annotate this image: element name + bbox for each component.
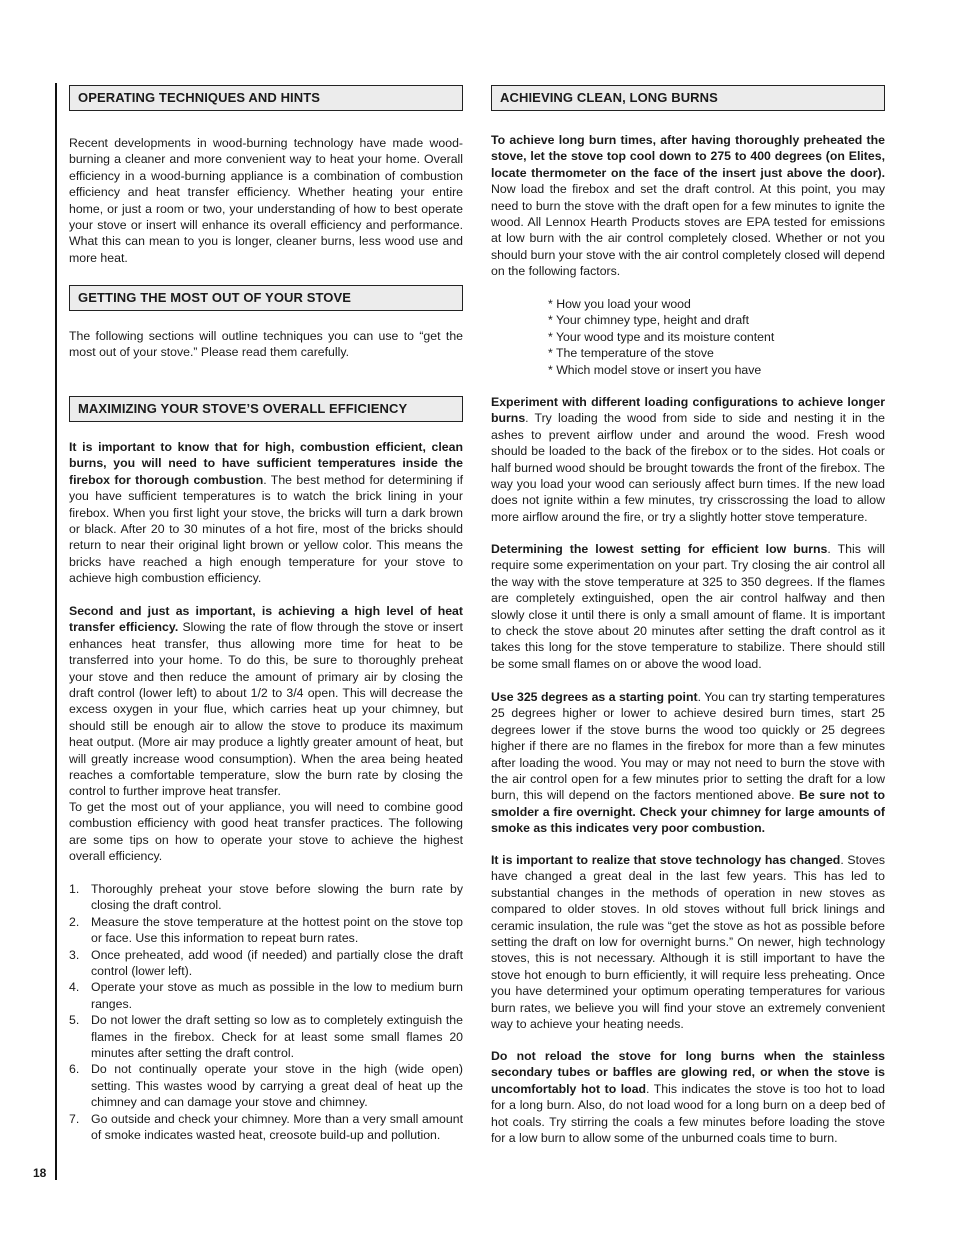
paragraph-getting-most: The following sections will outline techniques you can use to “get the most out of your stove.” Please read them carefully. [69, 329, 463, 360]
tip-number: 1. [69, 882, 80, 896]
body-text: Slowing the rate of flow through the stove or insert enhances heat transfer, thus allowing more time for heat to be transferred into your home. To do this, be sure to thoroughly preheat your stove and then reduce the amount of primary air by closing the draft control (lower left) to about 1/2 to 3/4 open. This will decrease the excess oxygen in your flue, which carries heat up your chimney, but should still be enough air to allow the stove to produce its maximum heat output. (More air may produce a lightly greater amount of heat, but will greatly increase wood consumption). When the area being heated reaches a comfortable temperature, slow the burn rate by closing the control to further improve heat transfer. [69, 620, 463, 799]
tip-item [69, 881, 463, 914]
paragraph-long-burn-times [491, 132, 885, 280]
tip-text: Do not continually operate your stove in the high (wide open) setting. This wastes wood by carrying a great deal of heat up the chimney and can damage your stove and chimney. [91, 1062, 463, 1110]
margin-rule [55, 83, 57, 1180]
heading-maximizing-efficiency: MAXIMIZING YOUR STOVE’S OVERALL EFFICIENCY [69, 396, 463, 422]
body-text: . This will require some experimentation on your part. Try closing the air control all the way with the stove temperature at 325 to 350 degrees. If the flames are completely extinguished, open the air control halfway and then slowly close it until there is only a small amount of flame. It is important to check the stove about 20 minutes after setting the draft control as it takes this long for the stove temperature to stabilize. There should still be some small flames on or above the wood load. [491, 542, 885, 671]
heading-clean-long-burns: ACHIEVING CLEAN, LONG BURNS [491, 85, 885, 111]
heading-operating-techniques: OPERATING TECHNIQUES AND HINTS [69, 85, 463, 111]
bold-lead: Do not reload the stove for long burns when the stainless secondary tubes or baffles are glowing red, or when the stove is uncomfortably hot to load [491, 1049, 885, 1096]
body-text: Now load the firebox and set the draft control. At this point, you may need to burn the stove with the draft open for a few minutes to ignite the wood. All Lennox Hearth Products stoves are EPA tested for emissions at low burn with the air control completely closed. Whether or not you should burn your stove with the air control completely closed will depend on the following factors. [491, 182, 885, 279]
page-number: 18 [33, 1166, 47, 1180]
tip-text: Operate your stove as much as possible in the low to medium burn ranges. [91, 980, 463, 1011]
bold-lead: To achieve long burn times, after having thoroughly preheated the stove, let the stove top cool down to 275 to 400 degrees (on Elites, locate thermometer on the face of the insert just above the door). [491, 133, 885, 180]
bold-lead: Determining the lowest setting for efficient low burns [491, 542, 828, 556]
body-text: . This indicates the stove is too hot to load for a long burn. Also, do not load wood for a long burn on a deep bed of hot coals. Try stirring the coals a few minutes before loading the stove for a low burn to allow some of the unburned coals time to burn. [491, 1081, 885, 1146]
tip-item [69, 1061, 463, 1110]
bold-lead: Experiment with different loading configurations to achieve longer burns [491, 395, 885, 426]
tip-item [69, 914, 463, 947]
paragraph-do-not-reload [491, 1048, 885, 1146]
tips-list [69, 881, 463, 1144]
body-text: . The best method for determining if you have sufficient temperatures is to watch the brick lining in your firebox. When you first light your stove, the bricks will turn a dark brown or black. After 20 to 30 minutes of a hot fire, most of the bricks should return to near their original light brown or yellow color. This means the bricks have reached a high enough temperature for your stove to achieve high combustion efficiency. [69, 472, 463, 586]
tip-item [69, 979, 463, 1012]
bold-lead: Use 325 degrees as a starting point [491, 690, 698, 704]
bold-warning: Be sure not to smolder a fire overnight. Check your chimney for large amounts of smoke as this indicates very poor combustion. [491, 788, 886, 836]
paragraph-starting-point [491, 689, 885, 837]
bold-lead: It is important to realize that stove technology has changed [491, 853, 841, 867]
factor-item: * Your chimney type, height and draft [548, 312, 885, 328]
bold-lead: Second and just as important, is achieving a high level of heat transfer efficiency. [69, 604, 463, 635]
paragraph-combustion-efficiency [69, 439, 463, 587]
body-text: . Stoves have changed a great deal in the last few years. This has led to substantial changes in the methods of operation in new stoves as compared to older stoves. In old stoves without full brick linings and ceramic insulation, the rule was “get the stove as hot as possible before setting the draft on low for overnight burns.” On newer, high technology stoves, this is not necessary. Although it is still important to have the stove hot enough to burn efficiently, it will require less preheating. Once you have determined your optimum operating temperatures for various burn rates, we believe you will find your stove an extremely convenient way to achieve your heating needs. [491, 853, 885, 1032]
factor-item: * Your wood type and its moisture content [548, 329, 885, 345]
factor-item: * The temperature of the stove [548, 345, 885, 361]
body-text: . You can try starting temperatures 25 degrees higher or lower to achieve desired burn times, start 25 degrees lower if the stove burns the wood too quickly or 25 degrees higher if there are no flames in the firebox for more than a few minutes after loading the wood. You may or may not need to burn the stove with the air control open for a few minutes prior to setting the draft for a low burn, this will depend on the factors mentioned above. [491, 690, 885, 803]
tip-item [69, 947, 463, 980]
paragraph-tips-intro: To get the most out of your appliance, you will need to combine good combustion efficiency with good heat transfer practices. The following are some tips on how to operate your stove to achieve the highest overall efficiency. [69, 800, 463, 864]
tip-number: 5. [69, 1013, 80, 1028]
paragraph-heat-transfer [69, 603, 463, 800]
tip-number: 2. [69, 914, 80, 929]
bold-lead: It is important to know that for high, combustion efficient, clean burns, you will need to have sufficient temperatures inside the firebox for thorough combustion [69, 440, 463, 487]
tip-item [69, 1111, 463, 1144]
factor-item: * Which model stove or insert you have [548, 362, 885, 378]
tip-text: Go outside and check your chimney. More than a very small amount of smoke indicates wasted heat, creosote build-up and pollution. [91, 1111, 463, 1143]
body-text: . Try loading the wood from side to side and nesting it in the ashes to prevent airflow under and around the wood. Fresh wood should be loaded to the back of the firebox or to the sides. Hot coals or half burned wood should be brought towards the front of the firebox. The way you load your wood can seriously affect burn times. If the new load does not ignite within a few minutes, try crisscrossing the load to allow more airflow around the fire, or try a slightly hotter stove temperature. [491, 411, 885, 524]
tip-number: 6. [69, 1062, 80, 1077]
tip-text: Do not lower the draft setting so low as to completely extinguish the flames in the firebox. Check for at least some small flames 20 minutes after setting the draft control. [91, 1013, 463, 1061]
tip-text: Thoroughly preheat your stove before slowing the burn rate by closing the draft control. [91, 882, 463, 913]
tip-item [69, 1012, 463, 1061]
paragraph-intro: Recent developments in wood-burning technology have made wood-burning a cleaner and more convenient way to heat your home. Overall efficiency in a wood-burning appliance is a combination of combustion efficiency and heat transfer efficiency. Whether heating your entire home, or just a room or two, your understanding of how to best operate your stove or insert will enhance its overall efficiency and performance. What this can mean to you is longer, cleaner burns, less wood use and more heat. [69, 136, 463, 265]
factor-item: * How you load your wood [548, 296, 885, 312]
tip-number: 7. [69, 1111, 80, 1126]
tip-text: Measure the stove temperature at the hottest point on the stove top or face. Use this information to repeat burn rates. [91, 914, 463, 946]
factors-list [548, 296, 885, 378]
paragraph-lowest-setting [491, 541, 885, 672]
tip-text: Once preheated, add wood (if needed) and partially close the draft control (lower left). [91, 947, 463, 979]
tip-number: 4. [69, 980, 80, 995]
tip-number: 3. [69, 947, 80, 962]
paragraph-loading-configurations [491, 394, 885, 525]
paragraph-technology-changed [491, 852, 885, 1032]
heading-getting-most: GETTING THE MOST OUT OF YOUR STOVE [69, 285, 463, 311]
